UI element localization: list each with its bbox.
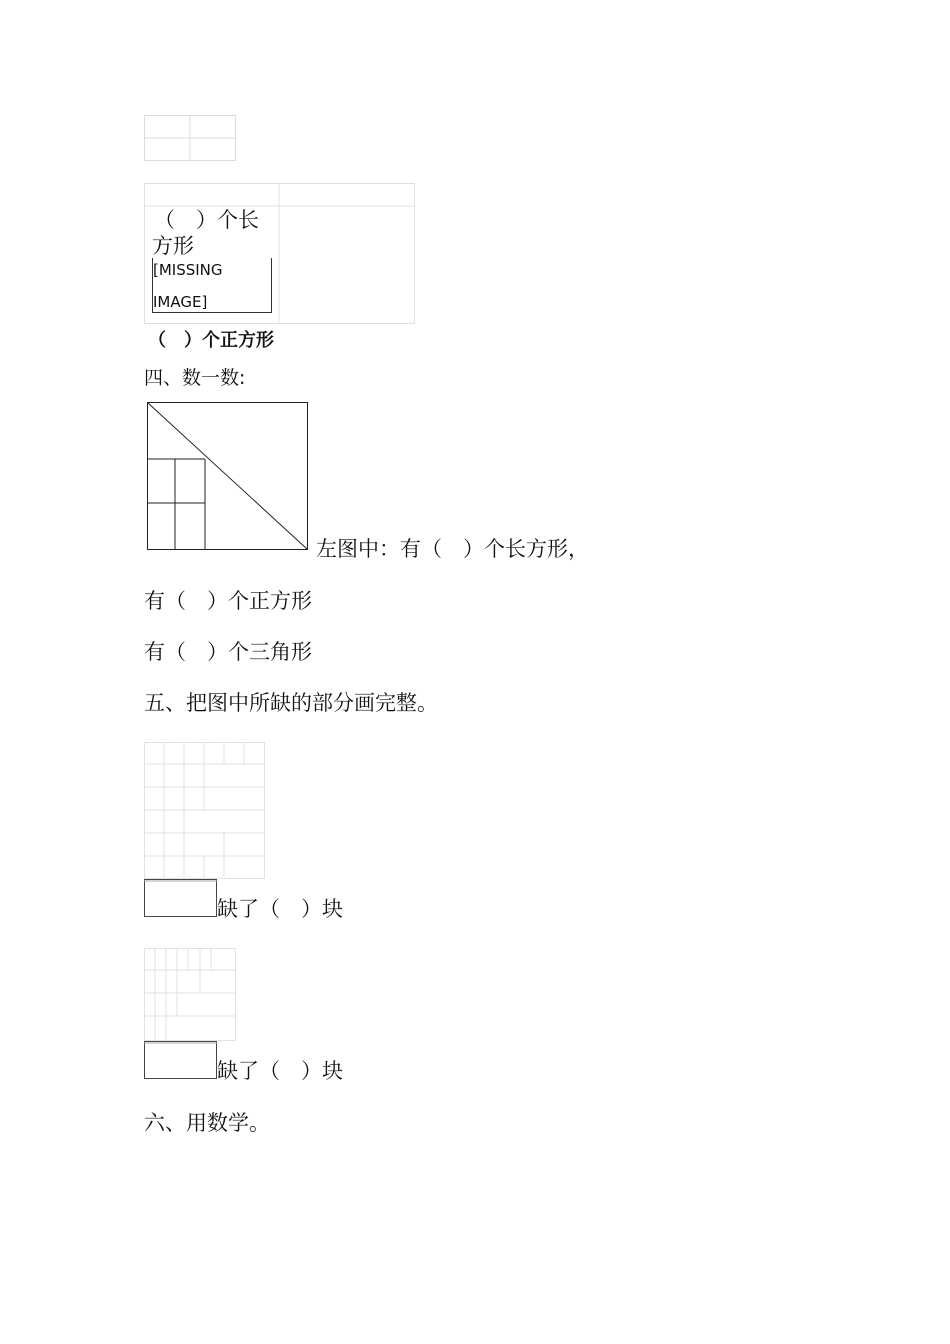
brick-wall-figure-1 [144,742,265,879]
brick-wall-figure-2 [144,948,236,1041]
question-triangles: 有（ ）个三角形 [144,640,312,664]
question-squares: 有（ ）个正方形 [144,589,312,613]
missing-image-box [152,258,272,313]
section6-heading: 六、用数学。 [144,1111,270,1135]
brick-option-box-2 [144,1041,218,1080]
brick-option-box-1 [144,879,218,918]
table-cell-text-line1: （ ）个长 [154,208,259,232]
section5-heading: 五、把图中所缺的部分画完整。 [144,691,438,715]
count-shapes-figure [147,402,309,552]
small-grid-figure [144,115,236,161]
question-rectangles: 左图中：有（ ）个长方形， [316,537,589,561]
table-cell-text-line2: 方形 [152,234,194,258]
missing-image-line1: [MISSING [153,261,223,279]
question-missing-blocks-1: 缺了（ ）块 [217,897,343,921]
missing-image-line2: IMAGE] [153,293,208,311]
section4-heading: 四、数一数: [144,367,246,389]
question-missing-blocks-2: 缺了（ ）块 [217,1059,343,1083]
square-count-label: （ ）个正方形 [148,330,274,351]
